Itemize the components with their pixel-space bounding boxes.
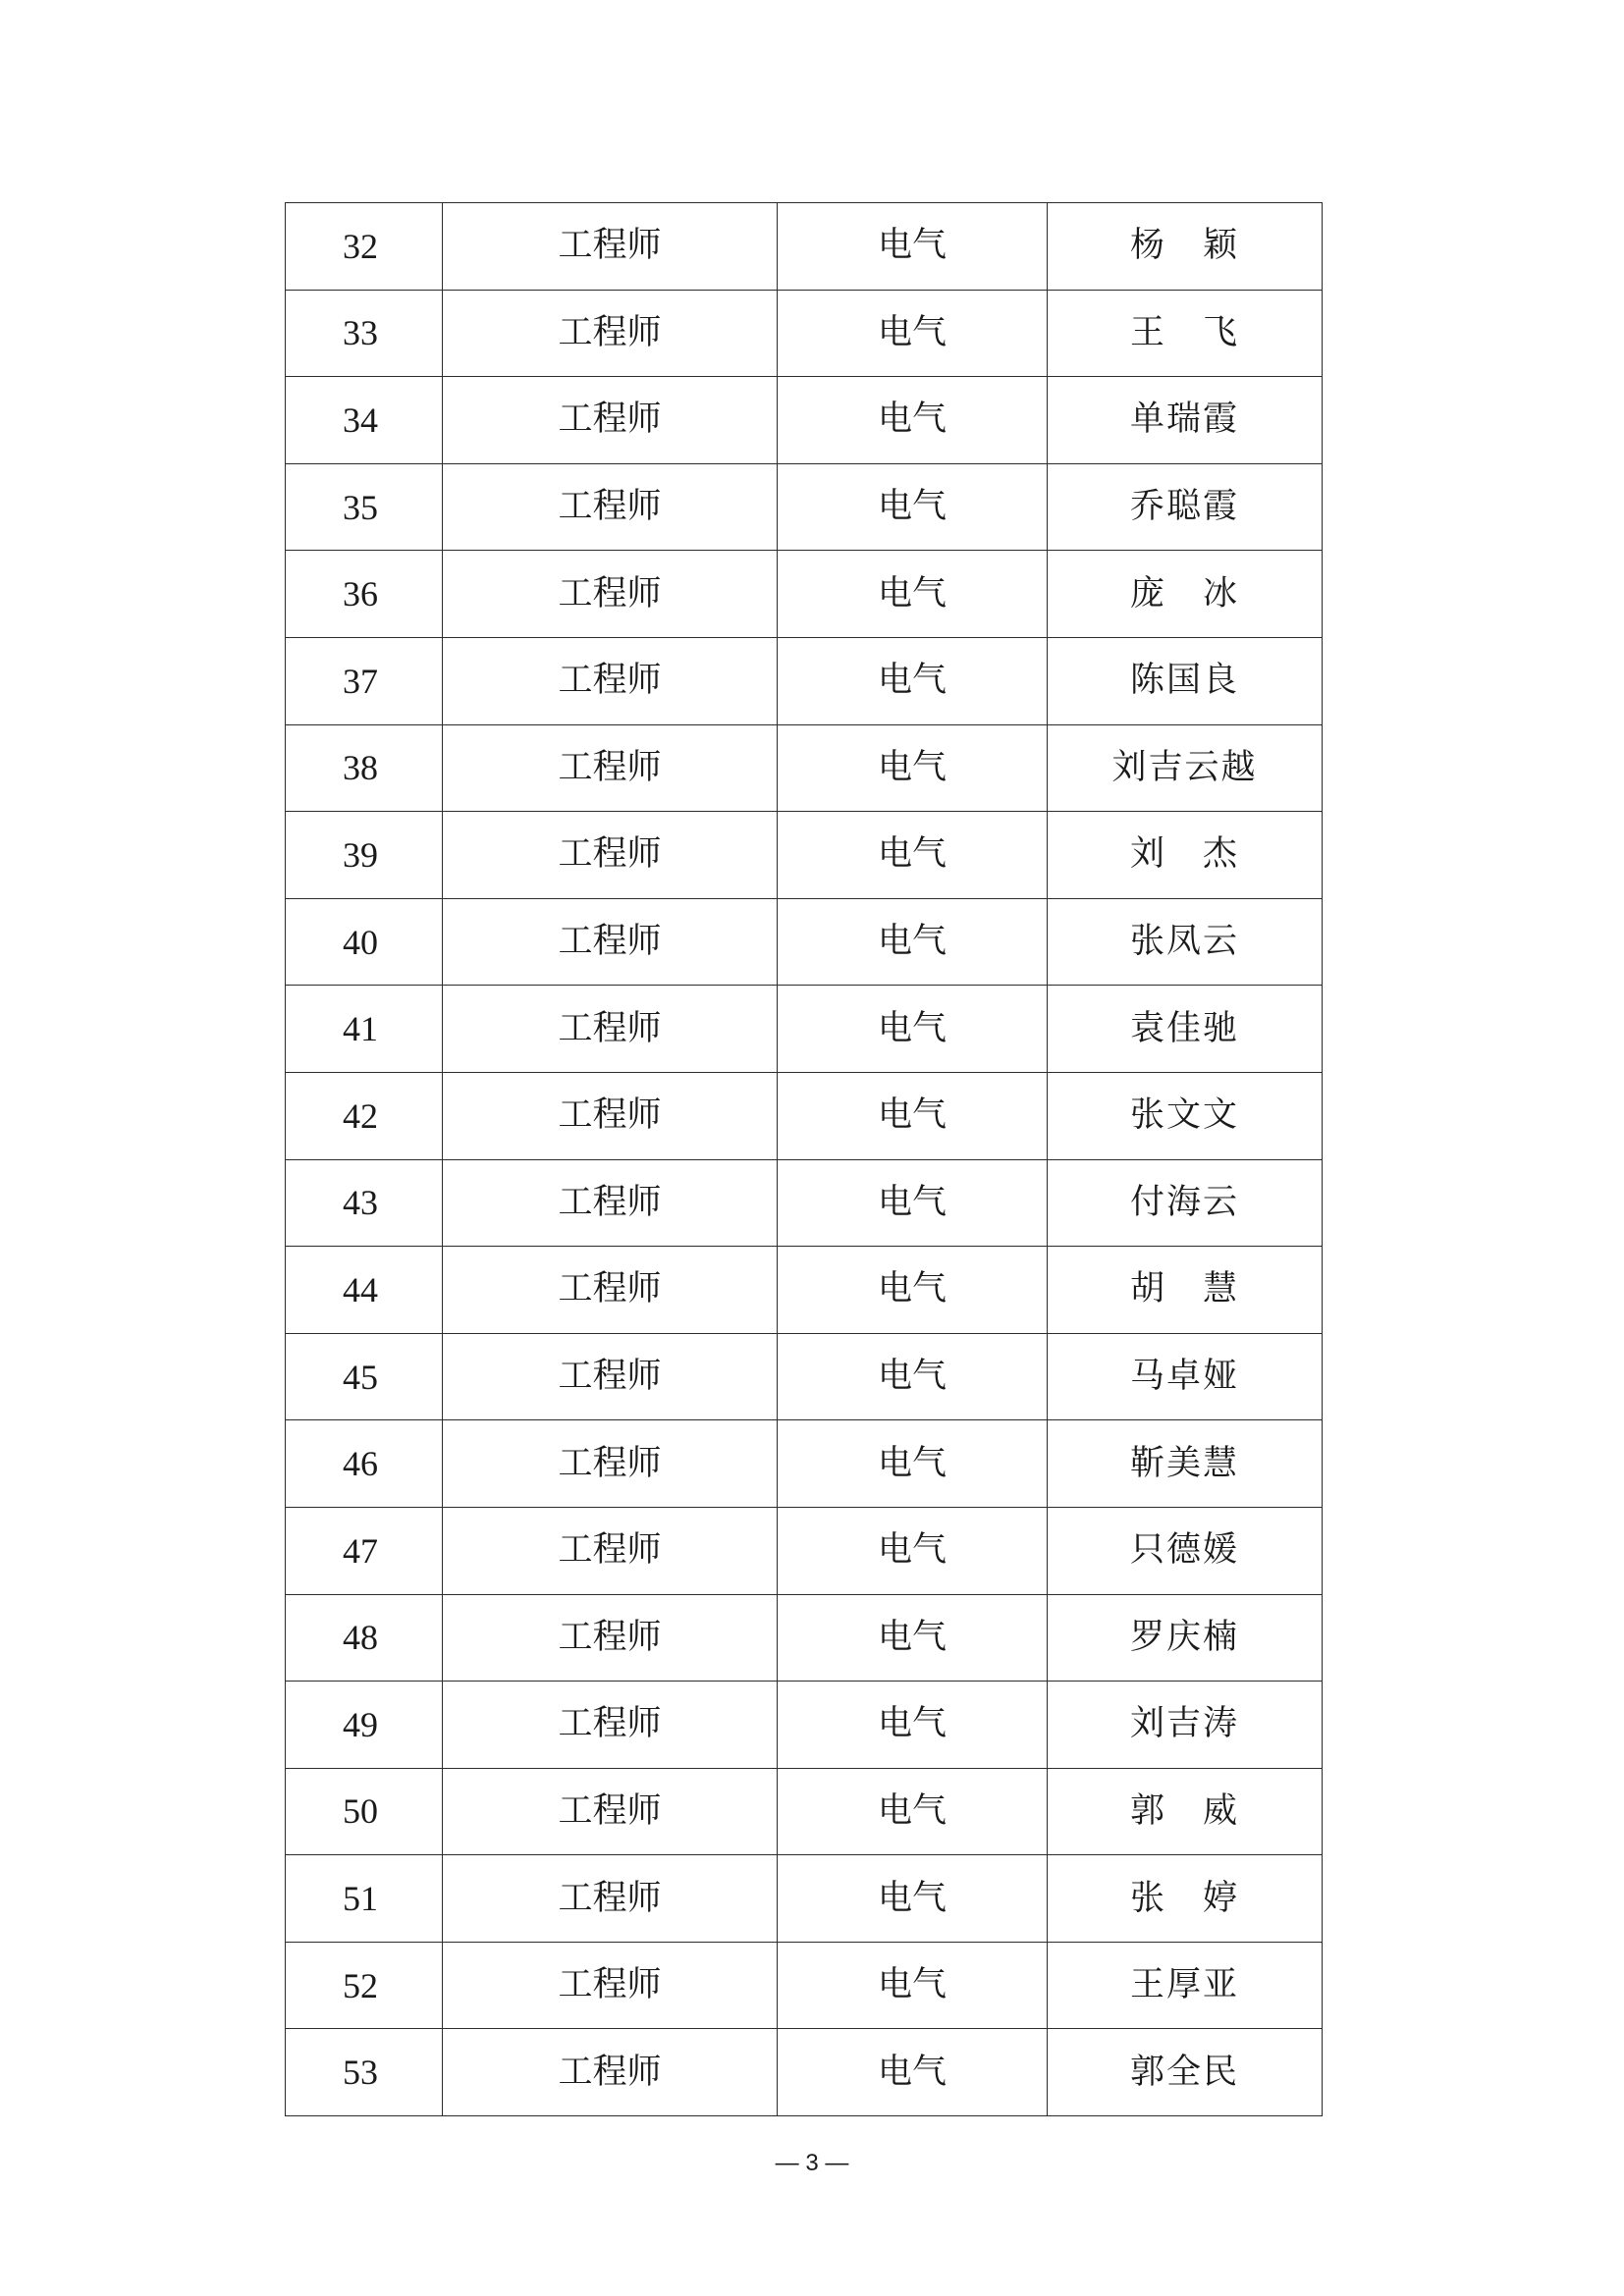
row-name: 刘 杰	[1048, 812, 1323, 899]
row-specialty: 电气	[778, 2029, 1048, 2116]
row-number: 45	[286, 1333, 443, 1420]
row-specialty: 电气	[778, 1159, 1048, 1247]
row-title: 工程师	[443, 637, 778, 724]
row-number: 43	[286, 1159, 443, 1247]
row-title: 工程师	[443, 1682, 778, 1769]
row-name: 只德媛	[1048, 1507, 1323, 1594]
row-title: 工程师	[443, 1333, 778, 1420]
row-name: 王 飞	[1048, 290, 1323, 377]
row-number: 48	[286, 1594, 443, 1682]
row-title: 工程师	[443, 1855, 778, 1943]
row-specialty: 电气	[778, 377, 1048, 464]
row-number: 41	[286, 986, 443, 1073]
row-name: 马卓娅	[1048, 1333, 1323, 1420]
table-row	[286, 986, 1323, 1073]
row-number: 33	[286, 290, 443, 377]
row-number: 39	[286, 812, 443, 899]
table-row	[286, 463, 1323, 551]
row-name: 张凤云	[1048, 898, 1323, 986]
row-specialty: 电气	[778, 551, 1048, 638]
row-name: 付海云	[1048, 1159, 1323, 1247]
row-specialty: 电气	[778, 290, 1048, 377]
row-title: 工程师	[443, 1507, 778, 1594]
row-title: 工程师	[443, 1159, 778, 1247]
row-name: 袁佳驰	[1048, 986, 1323, 1073]
row-title: 工程师	[443, 898, 778, 986]
row-title: 工程师	[443, 1768, 778, 1855]
row-name: 靳美慧	[1048, 1420, 1323, 1508]
row-name: 刘吉云越	[1048, 724, 1323, 812]
table-row	[286, 1507, 1323, 1594]
row-title: 工程师	[443, 1420, 778, 1508]
row-name: 王厚亚	[1048, 1942, 1323, 2029]
row-name: 陈国良	[1048, 637, 1323, 724]
table-row	[286, 812, 1323, 899]
row-name: 乔聪霞	[1048, 463, 1323, 551]
table-row	[286, 1420, 1323, 1508]
table-row	[286, 1072, 1323, 1159]
table-row	[286, 551, 1323, 638]
row-name: 张 婷	[1048, 1855, 1323, 1943]
row-specialty: 电气	[778, 1855, 1048, 1943]
page-number: — 3 —	[775, 2150, 849, 2176]
table-row	[286, 1768, 1323, 1855]
table-row	[286, 1594, 1323, 1682]
row-number: 35	[286, 463, 443, 551]
row-specialty: 电气	[778, 1768, 1048, 1855]
row-title: 工程师	[443, 1247, 778, 1334]
row-number: 44	[286, 1247, 443, 1334]
row-specialty: 电气	[778, 1507, 1048, 1594]
table-row	[286, 1682, 1323, 1769]
row-name: 杨 颖	[1048, 203, 1323, 291]
row-number: 38	[286, 724, 443, 812]
table-body	[286, 203, 1323, 2116]
row-title: 工程师	[443, 1594, 778, 1682]
row-specialty: 电气	[778, 1682, 1048, 1769]
row-number: 42	[286, 1072, 443, 1159]
row-name: 罗庆楠	[1048, 1594, 1323, 1682]
row-number: 36	[286, 551, 443, 638]
personnel-table	[285, 202, 1323, 2116]
row-number: 53	[286, 2029, 443, 2116]
row-number: 34	[286, 377, 443, 464]
table-row	[286, 1855, 1323, 1943]
row-specialty: 电气	[778, 463, 1048, 551]
row-specialty: 电气	[778, 1333, 1048, 1420]
row-specialty: 电气	[778, 1420, 1048, 1508]
row-number: 32	[286, 203, 443, 291]
row-title: 工程师	[443, 1072, 778, 1159]
row-title: 工程师	[443, 1942, 778, 2029]
row-name: 庞 冰	[1048, 551, 1323, 638]
row-number: 50	[286, 1768, 443, 1855]
row-number: 49	[286, 1682, 443, 1769]
row-specialty: 电气	[778, 1072, 1048, 1159]
row-specialty: 电气	[778, 812, 1048, 899]
table-row	[286, 203, 1323, 291]
row-specialty: 电气	[778, 1247, 1048, 1334]
row-name: 郭 威	[1048, 1768, 1323, 1855]
row-number: 46	[286, 1420, 443, 1508]
table-row	[286, 1247, 1323, 1334]
row-title: 工程师	[443, 812, 778, 899]
row-specialty: 电气	[778, 898, 1048, 986]
row-name: 张文文	[1048, 1072, 1323, 1159]
table-row	[286, 898, 1323, 986]
row-specialty: 电气	[778, 637, 1048, 724]
row-specialty: 电气	[778, 203, 1048, 291]
row-title: 工程师	[443, 551, 778, 638]
row-number: 52	[286, 1942, 443, 2029]
row-title: 工程师	[443, 2029, 778, 2116]
row-name: 郭全民	[1048, 2029, 1323, 2116]
row-title: 工程师	[443, 290, 778, 377]
row-name: 胡 慧	[1048, 1247, 1323, 1334]
row-title: 工程师	[443, 377, 778, 464]
table-row	[286, 377, 1323, 464]
row-title: 工程师	[443, 986, 778, 1073]
table-row	[286, 1942, 1323, 2029]
row-title: 工程师	[443, 724, 778, 812]
row-specialty: 电气	[778, 1594, 1048, 1682]
row-name: 单瑞霞	[1048, 377, 1323, 464]
table-row	[286, 2029, 1323, 2116]
table-row	[286, 637, 1323, 724]
table-row	[286, 290, 1323, 377]
row-specialty: 电气	[778, 986, 1048, 1073]
row-specialty: 电气	[778, 724, 1048, 812]
row-title: 工程师	[443, 463, 778, 551]
table-row	[286, 1333, 1323, 1420]
row-specialty: 电气	[778, 1942, 1048, 2029]
row-name: 刘吉涛	[1048, 1682, 1323, 1769]
row-number: 47	[286, 1507, 443, 1594]
table-row	[286, 724, 1323, 812]
table-row	[286, 1159, 1323, 1247]
row-number: 37	[286, 637, 443, 724]
row-number: 40	[286, 898, 443, 986]
row-title: 工程师	[443, 203, 778, 291]
row-number: 51	[286, 1855, 443, 1943]
